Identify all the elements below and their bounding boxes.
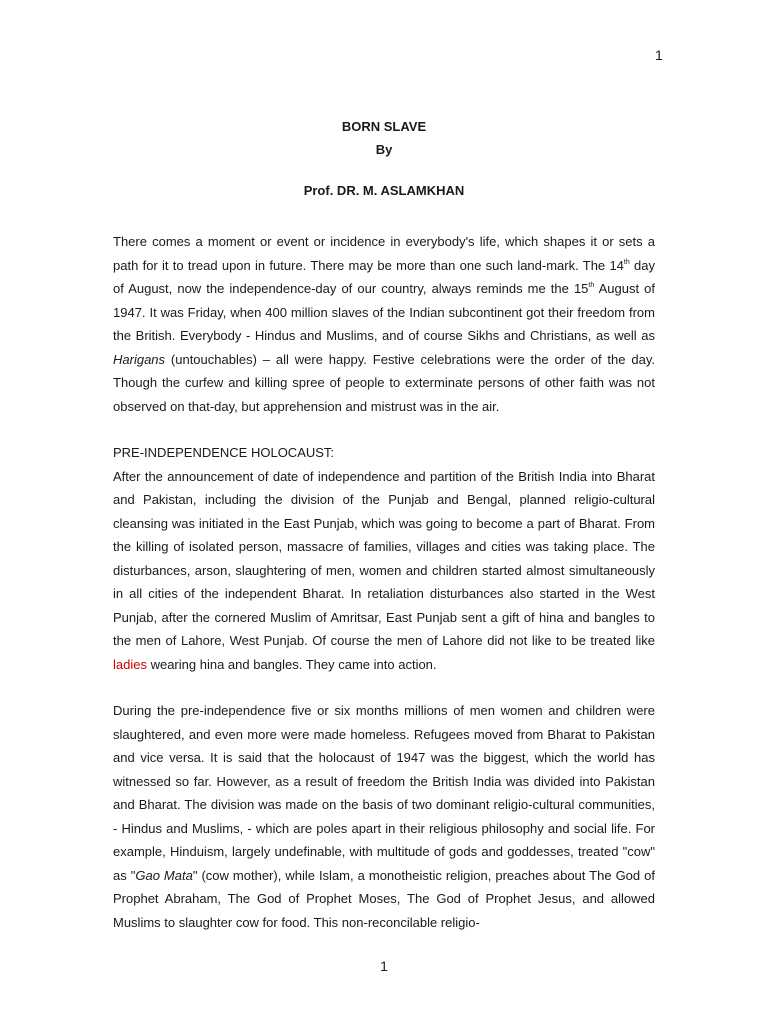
paragraph-division — [113, 699, 655, 934]
holocaust-text-2: wearing hina and bangles. They came into action. — [146, 656, 437, 672]
intro-italic-harigans: Harigans — [113, 351, 166, 367]
intro-text-3: August of 1947. It was Friday, when 400 million slaves of the Indian subcontinent got their freedom from the British. Everybody - Hindus and Muslims, and of course Sikhs and Christians, as well as — [113, 281, 656, 343]
author-name: Prof. DR. M. ASLAMKHAN — [303, 183, 465, 198]
section-heading: PRE-INDEPENDENCE HOLOCAUST: — [113, 445, 335, 460]
division-italic-gao-mata: Gao Mata — [135, 867, 193, 883]
page-number-bottom: 1 — [380, 958, 388, 974]
division-text-1: During the pre-independence five or six months millions of men women and children were slaughtered, and even more were made homeless. Refugees moved from Bharat to Pakistan and vice versa. It is said that the holocaust of 1947 was the biggest, which the world has witnessed so far. However, as a result of freedom the British India was divided into Pakistan and Bharat. The division was made on the basis of two dominant religio-cultural communities, - Hindus and Muslims, - which are poles apart in their religious philosophy and social life. For example, Hinduism, largely undefinable, with multitude of gods and goddesses, treated "cow" as " — [113, 703, 655, 883]
document-title: BORN SLAVE — [341, 119, 427, 134]
by-line: By — [375, 142, 393, 157]
division-text-2: " (cow mother), while Islam, a monotheistic religion, preaches about The God of Prophet Abraham, The God of Prophet Moses, The God of Prophet Jesus, and allowed Muslims to slaughter cow for food. This non-reconcilable religio- — [113, 867, 655, 930]
intro-sup-2: th — [588, 282, 595, 289]
intro-text-2: day of August, now the independence-day of our country, always reminds me the 15 — [113, 257, 655, 296]
paragraph-holocaust — [113, 465, 655, 677]
document-body — [113, 230, 655, 957]
holocaust-text-1: After the announcement of date of independence and partition of the British India into Bharat and Pakistan, including the division of the Punjab and Bengal, planned religio-cultural cleansing was initiated in the East Punjab, which was going to become a part of Bharat. From the killing of isolated person, massacre of families, villages and cities was taking place. The disturbances, arson, slaughtering of men, women and children started almost simultaneously in all cities of the independent Bharat. In retaliation disturbances also started in the West Punjab, after the cornered Muslim of Amritsar, East Punjab sent a gift of hina and bangles to the men of Lahore, West Punjab. Of course the men of Lahore did not like to be treated like — [113, 468, 655, 648]
paragraph-intro — [113, 230, 655, 418]
page-number-top: 1 — [655, 47, 663, 63]
highlighted-word-ladies: ladies — [113, 656, 147, 672]
title-block — [0, 115, 768, 202]
intro-sup-1: th — [623, 258, 630, 266]
intro-text-4: (untouchables) – all were happy. Festive celebrations were the order of the day. Though the curfew and killing spree of people to exterminate persons of other faith was not observed on that-day, but apprehension and mistrust was in the air. — [113, 351, 655, 414]
intro-text-1: There comes a moment or event or incidence in everybody's life, which shapes it or sets a path for it to tread upon in future. There may be more than one such land-mark. The 14 — [113, 234, 655, 273]
